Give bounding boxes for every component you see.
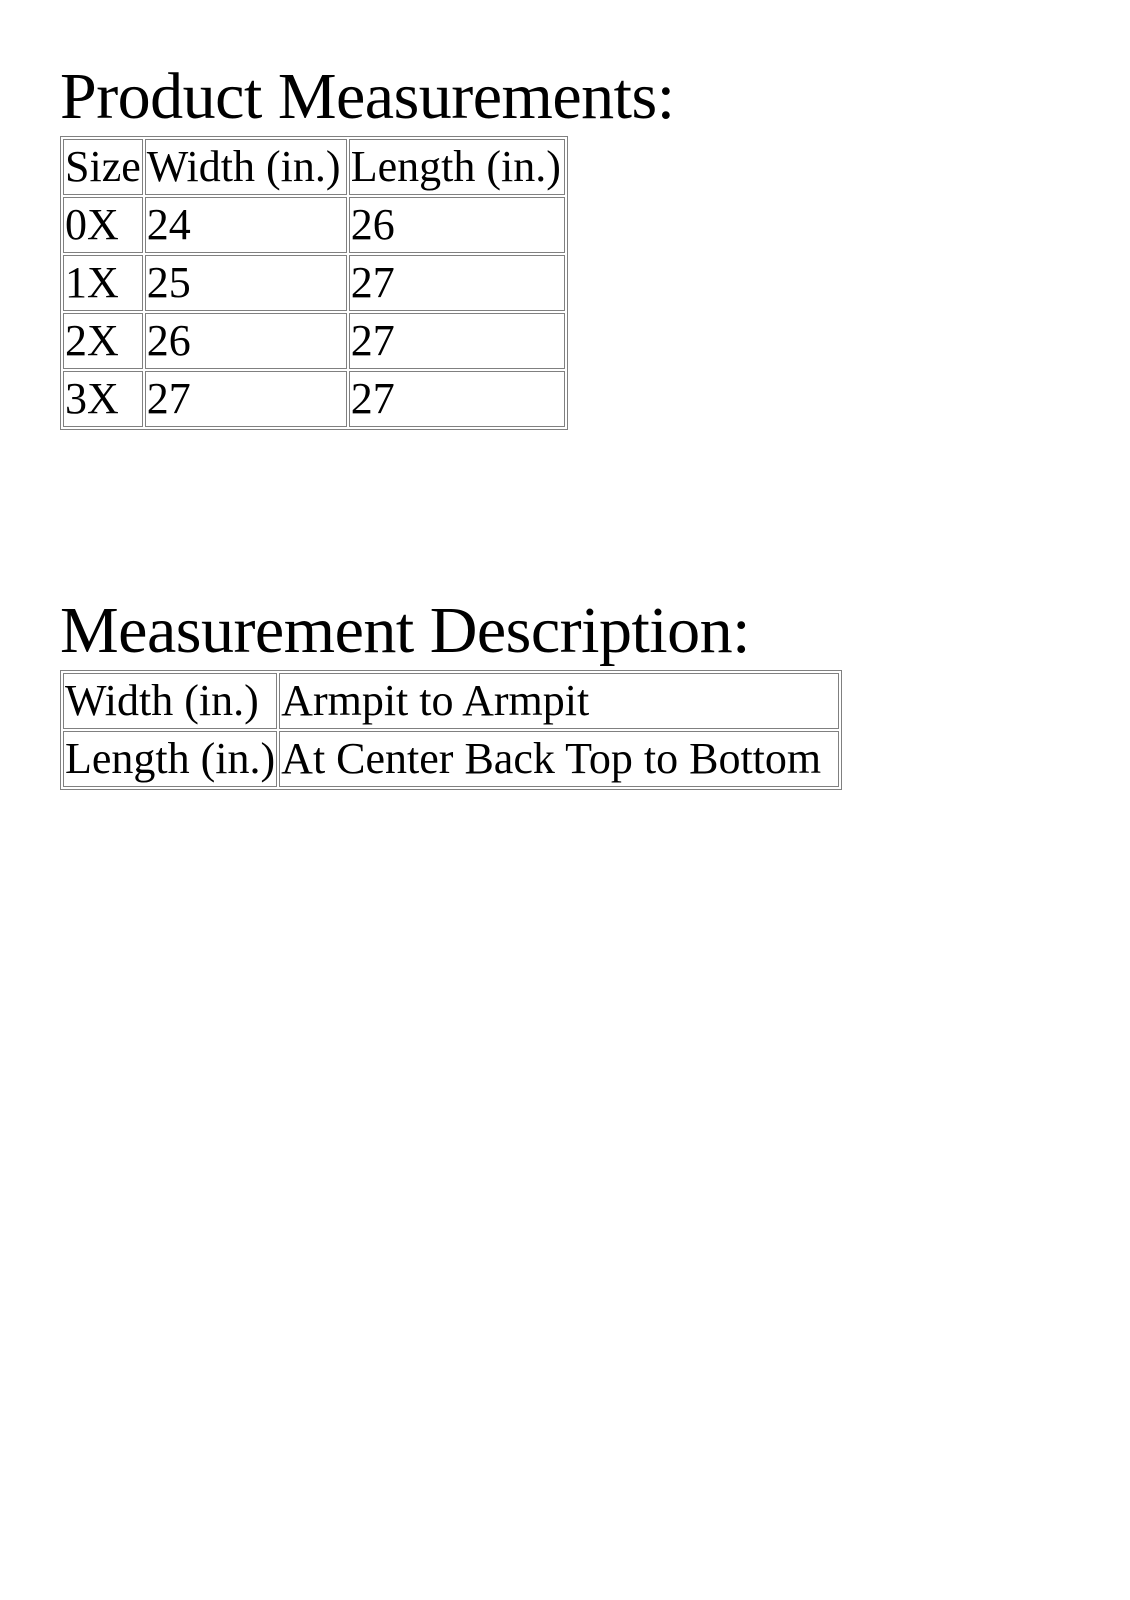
length-cell: 26 <box>349 197 565 253</box>
table-row <box>63 731 839 787</box>
description-table <box>60 670 842 790</box>
size-cell: 3X <box>63 371 143 427</box>
measurement-definition: Armpit to Armpit <box>279 673 839 729</box>
header-size: Size <box>63 139 143 195</box>
table-row <box>63 313 565 369</box>
length-cell: 27 <box>349 255 565 311</box>
measurement-term: Width (in.) <box>63 673 277 729</box>
size-cell: 1X <box>63 255 143 311</box>
table-row <box>63 371 565 427</box>
width-cell: 24 <box>145 197 347 253</box>
measurement-description-section <box>60 592 842 790</box>
measurement-description-title: Measurement Description: <box>60 594 750 667</box>
table-row <box>63 673 839 729</box>
width-cell: 26 <box>145 313 347 369</box>
measurements-table <box>60 136 568 430</box>
length-cell: 27 <box>349 313 565 369</box>
product-measurements-section <box>60 58 675 430</box>
width-cell: 25 <box>145 255 347 311</box>
measurement-term: Length (in.) <box>63 731 277 787</box>
width-cell: 27 <box>145 371 347 427</box>
size-cell: 0X <box>63 197 143 253</box>
header-length: Length (in.) <box>349 139 565 195</box>
table-row <box>63 197 565 253</box>
header-width: Width (in.) <box>145 139 347 195</box>
size-cell: 2X <box>63 313 143 369</box>
product-measurements-title: Product Measurements: <box>60 60 675 133</box>
table-header-row <box>63 139 565 195</box>
measurement-definition: At Center Back Top to Bottom <box>279 731 839 787</box>
length-cell: 27 <box>349 371 565 427</box>
table-row <box>63 255 565 311</box>
